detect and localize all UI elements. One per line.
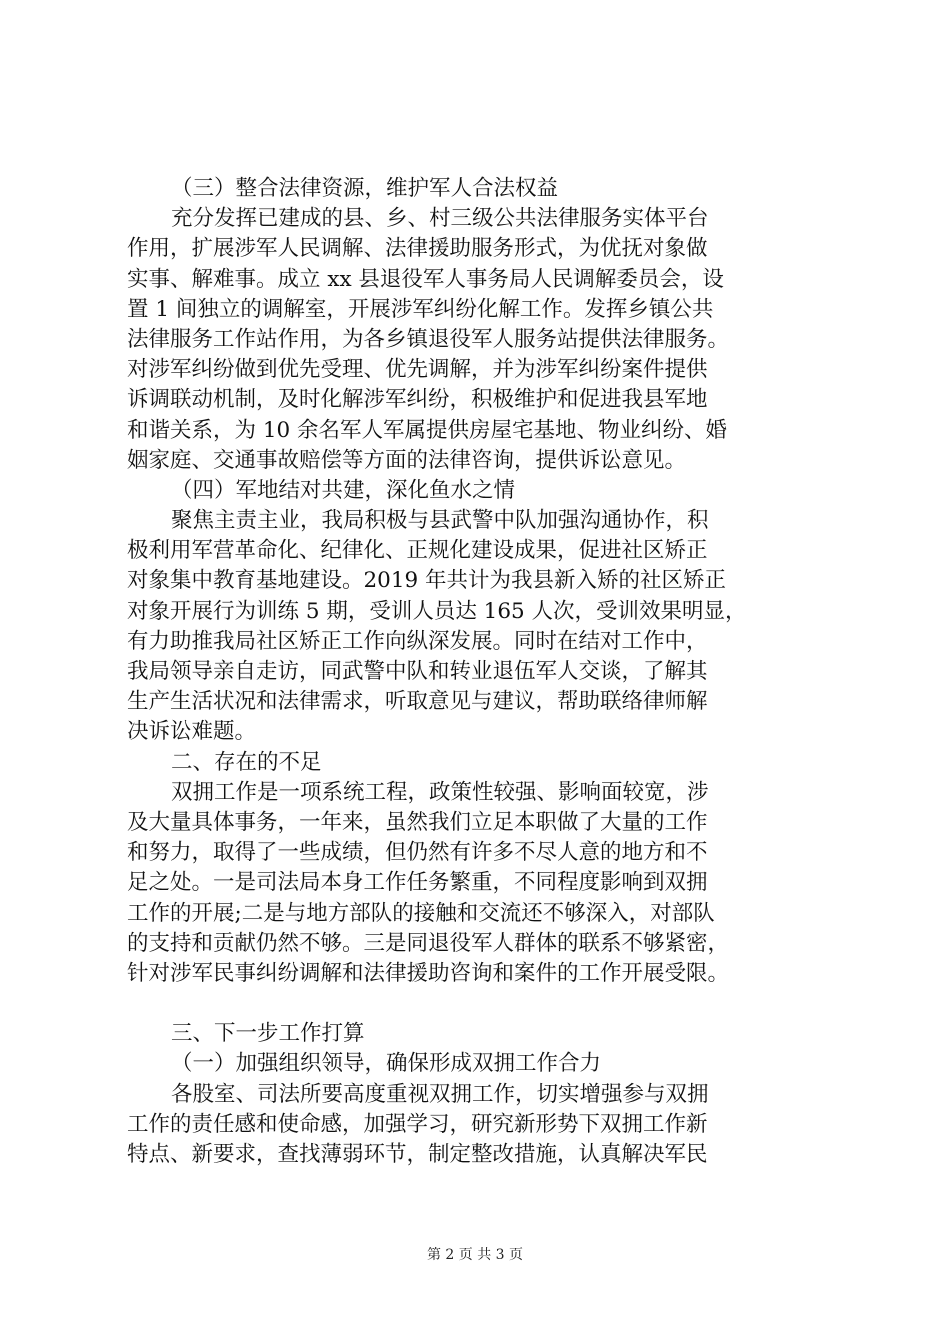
blank-line (127, 989, 847, 1019)
paragraph-line: 的支持和贡献仍然不够。三是同退役军人群体的联系不够紧密， (127, 930, 730, 956)
paragraph-line: 双拥工作是一项系统工程，政策性较强、影响面较宽，涉 (171, 779, 709, 805)
paragraph-line: 聚焦主责主业，我局积极与县武警中队加强沟通协作，积 (171, 508, 709, 534)
paragraph-line: 足之处。一是司法局本身工作任务繁重，不同程度影响到双拥 (127, 870, 708, 896)
paragraph-line: 诉调联动机制，及时化解涉军纠纷，积极维护和促进我县军地 (127, 387, 708, 413)
section-heading: 三、下一步工作打算 (171, 1021, 365, 1047)
paragraph-line: 极利用军营革命化、纪律化、正规化建设成果，促进社区矫正 (127, 538, 708, 564)
paragraph-line: 及大量具体事务，一年来，虽然我们立足本职做了大量的工作 (127, 809, 708, 835)
paragraph-line: 对象开展行为训练 5 期，受训人员达 165 人次，受训效果明显， (127, 598, 747, 624)
paragraph-line: 充分发挥已建成的县、乡、村三级公共法律服务实体平台 (171, 206, 709, 232)
paragraph-line: 工作的开展;二是与地方部队的接触和交流还不够深入，对部队 (127, 900, 715, 926)
paragraph-line: 实事、解难事。成立 xx 县退役军人事务局人民调解委员会，设 (127, 266, 724, 292)
paragraph-line: 针对涉军民事纠纷调解和法律援助咨询和案件的工作开展受限。 (127, 960, 730, 986)
section-heading: （一）加强组织领导，确保形成双拥工作合力 (171, 1051, 602, 1077)
paragraph-line: 法律服务工作站作用，为各乡镇退役军人服务站提供法律服务。 (127, 326, 730, 352)
page-number-footer: 第 2 页 共 3 页 (426, 1247, 524, 1263)
paragraph-line: 姻家庭、交通事故赔偿等方面的法律咨询，提供诉讼意见。 (127, 447, 687, 473)
paragraph-line: 我局领导亲自走访，同武警中队和转业退伍军人交谈，了解其 (127, 659, 708, 684)
paragraph-line: 和谐关系，为 10 余名军人军属提供房屋宅基地、物业纠纷、婚 (127, 417, 728, 443)
document-body (127, 174, 847, 1170)
paragraph-line: 工作的责任感和使命感，加强学习，研究新形势下双拥工作新 (127, 1111, 708, 1137)
paragraph-line: 决诉讼难题。 (127, 719, 257, 745)
paragraph-line: 特点、新要求，查找薄弱环节，制定整改措施，认真解决军民 (127, 1142, 708, 1167)
section-heading: 二、存在的不足 (171, 749, 322, 775)
paragraph-line: 和努力，取得了一些成绩，但仍然有许多不尽人意的地方和不 (127, 840, 708, 866)
paragraph-line: 生产生活状况和法律需求，听取意见与建议，帮助联络律师解 (127, 689, 708, 715)
paragraph-line: 对涉军纠纷做到优先受理、优先调解，并为涉军纠纷案件提供 (127, 357, 708, 383)
paragraph-line: 作用，扩展涉军人民调解、法律援助服务形式，为优抚对象做 (127, 236, 708, 262)
paragraph-line: 置 1 间独立的调解室，开展涉军纠纷化解工作。发挥乡镇公共 (127, 296, 714, 322)
section-heading: （三）整合法律资源，维护军人合法权益 (171, 176, 559, 201)
paragraph-line: 各股室、司法所要高度重视双拥工作，切实增强参与双拥 (171, 1081, 709, 1107)
section-heading: （四）军地结对共建，深化鱼水之情 (171, 477, 516, 503)
paragraph-line: 有力助推我局社区矫正工作向纵深发展。同时在结对工作中， (127, 628, 708, 654)
paragraph-line: 对象集中教育基地建设。2019 年共计为我县新入矫的社区矫正 (127, 568, 727, 594)
